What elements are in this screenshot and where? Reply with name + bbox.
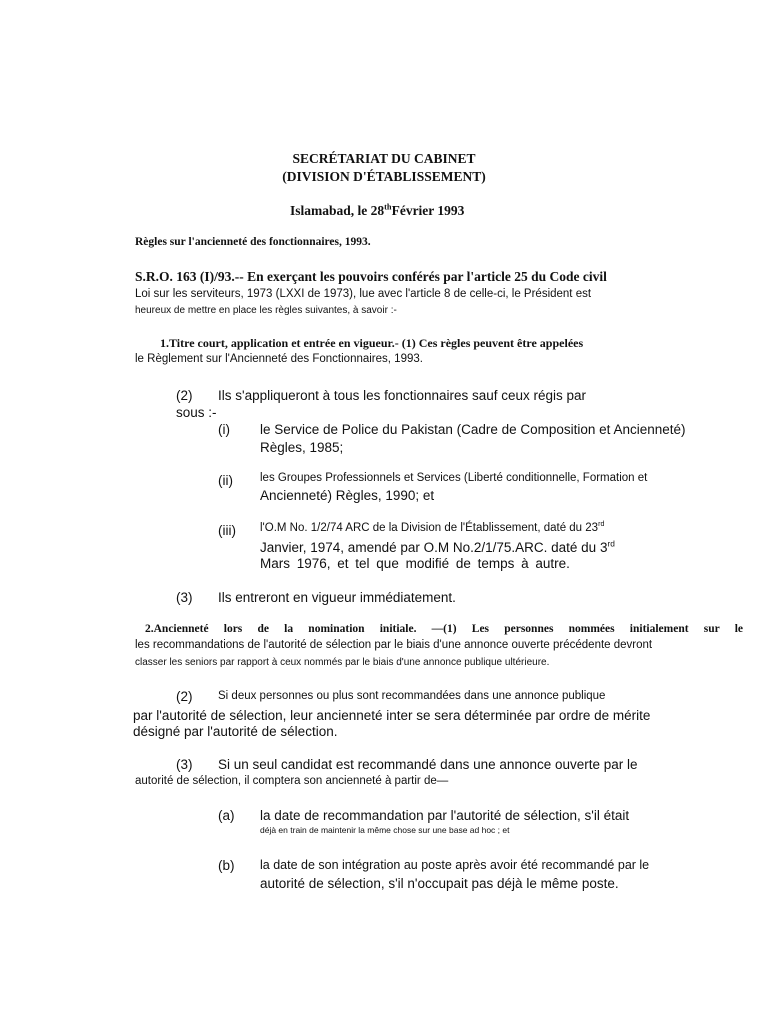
heading-word: nomination — [308, 623, 365, 635]
list-item-line — [260, 540, 615, 555]
heading-word: sur — [703, 623, 720, 635]
section2-p3-line-1: Si un seul candidat est recommandé dans une annonce ouverte par le — [218, 757, 638, 772]
list-item-line: le Service de Police du Pakistan (Cadre de Composition et Ancienneté) — [260, 422, 686, 437]
section1-p3-number: (3) — [176, 590, 193, 605]
list-item-number: (iii) — [218, 523, 236, 538]
list-item-line — [260, 522, 604, 534]
heading-word: nommées — [568, 623, 615, 635]
sro-line-1: S.R.O. 163 (I)/93.-- En exerçant les pouvoirs conférés par l'article 25 du Code civil — [135, 269, 607, 284]
date-suffix: Février 1993 — [391, 203, 465, 218]
list-item-line: la date de son intégration au poste après avoir été recommandé par le — [260, 858, 650, 872]
list-item-sup: rd — [598, 520, 605, 529]
date-line — [290, 203, 464, 219]
header-subtitle: (DIVISION D'ÉTABLISSEMENT) — [282, 169, 486, 184]
section1-line-2: le Règlement sur l'Ancienneté des Fonctionnaires, 1993. — [135, 353, 423, 365]
section2-p3-line-2: autorité de sélection, il comptera son ancienneté à partir de— — [135, 775, 449, 787]
list-item-number: (i) — [218, 422, 230, 437]
heading-word: —(1) — [431, 623, 457, 635]
heading-word: le — [734, 623, 744, 635]
list-item-number: (a) — [218, 808, 235, 823]
heading-word: Les — [471, 623, 490, 635]
section1-heading: 1.Titre court, application et entrée en vigueur.- (1) Ces règles peuvent être appelées — [160, 336, 584, 350]
heading-word: de — [257, 623, 269, 635]
section2-line-2: les recommandations de l'autorité de sélection par le biais d'une annonce ouverte précédente devront — [135, 639, 653, 651]
section1-p2-number: (2) — [176, 388, 193, 403]
date-sup: th — [384, 202, 392, 212]
list-item-line: les Groupes Professionnels et Services (Liberté conditionnelle, Formation et — [260, 472, 648, 484]
heading-word: initialement — [629, 623, 689, 635]
list-item-number: (ii) — [218, 473, 233, 488]
section2-line-3: classer les seniors par rapport à ceux nommés par le biais d'une annonce publique ultérieure. — [135, 657, 550, 668]
list-item-line: la date de recommandation par l'autorité de sélection, s'il était — [260, 808, 630, 823]
list-item-text: l'O.M No. 1/2/74 ARC de la Division de l'Établissement, daté du 23 — [260, 522, 599, 534]
heading-word: 2.Ancienneté — [145, 623, 209, 635]
list-item-line: déjà en train de maintenir la même chose sur une base ad hoc ; et — [260, 825, 510, 835]
list-item-line: Règles, 1985; — [260, 440, 344, 455]
section1-p2-line-1: Ils s'appliqueront à tous les fonctionnaires sauf ceux régis par — [218, 388, 587, 403]
header-title: SECRÉTARIAT DU CABINET — [292, 151, 476, 166]
sro-line-2: Loi sur les serviteurs, 1973 (LXXI de 1973), lue avec l'article 8 de celle-ci, le Président est — [135, 288, 592, 300]
list-item-line: Ancienneté) Règles, 1990; et — [260, 488, 435, 503]
section1-p2-line-2: sous :- — [176, 405, 217, 420]
list-item-sup: rd — [607, 538, 615, 549]
list-item-line: Mars 1976, et tel que modifié de temps à autre. — [260, 556, 570, 571]
section2-p2-line-3: désigné par l'autorité de sélection. — [133, 724, 338, 739]
section2-p3-number: (3) — [176, 757, 193, 772]
heading-word: lors — [223, 623, 243, 635]
list-item-number: (b) — [218, 858, 235, 873]
section1-p3-text: Ils entreront en vigueur immédiatement. — [218, 590, 456, 605]
list-item-line: autorité de sélection, s'il n'occupait pas déjà le même poste. — [260, 876, 619, 891]
list-item-text: Janvier, 1974, amendé par O.M No.2/1/75.ARC. daté du 3 — [260, 540, 608, 555]
rules-title: Règles sur l'ancienneté des fonctionnaires, 1993. — [135, 236, 371, 248]
section2-p2-number: (2) — [176, 689, 193, 704]
heading-word: la — [284, 623, 294, 635]
heading-word: personnes — [504, 623, 554, 635]
date-prefix: Islamabad, le 28 — [290, 203, 385, 218]
sro-line-3: heureux de mettre en place les règles suivantes, à savoir :- — [135, 305, 397, 316]
section2-p2-line-1: Si deux personnes ou plus sont recommandées dans une annonce publique — [218, 690, 606, 702]
section2-p2-line-2: par l'autorité de sélection, leur ancienneté inter se sera déterminée par ordre de mérite — [133, 708, 651, 723]
heading-word: initiale. — [379, 623, 417, 635]
section2-heading — [145, 623, 743, 635]
